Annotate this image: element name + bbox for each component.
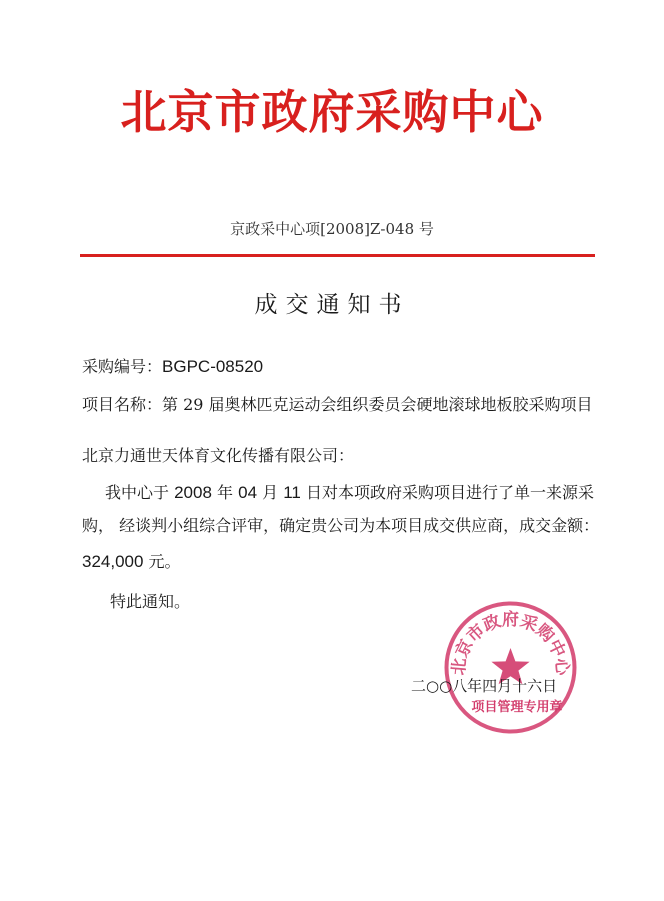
recipient: 北京力通世天体育文化传播有限公司： — [82, 446, 355, 465]
body-month: 04 — [238, 483, 258, 502]
body-prefix: 我中心于 — [105, 483, 175, 502]
body-month-unit: 月 — [257, 483, 284, 502]
organization-title: 北京市政府采购中心 — [120, 85, 544, 139]
procurement-code-line — [82, 356, 263, 378]
procurement-code-label: 采购编号： — [82, 357, 163, 376]
body-line-2: 购， 经谈判小组综合评审，确定贵公司为本项目成交供应商，成交金额： — [82, 516, 600, 535]
project-name-value: 第 29 届奥林匹克运动会组织委员会硬地滚球地板胶采购项目 — [162, 395, 593, 414]
body-suffix: 日对本项政府采购项目进行了单一来源采 — [300, 483, 594, 502]
body-line-1 — [105, 482, 594, 504]
issue-date: 二○○八年四月十六日 — [411, 677, 558, 695]
procurement-code-value: BGPC-08520 — [162, 357, 264, 376]
project-name-line — [82, 394, 593, 416]
body-year: 2008 — [174, 483, 212, 502]
header-divider — [80, 254, 595, 257]
notice-title: 成交通知书 — [254, 292, 410, 318]
body-year-unit: 年 — [211, 483, 239, 502]
seal-ring-path: 北京市政府采购中心 — [448, 610, 573, 677]
award-amount-unit: 元。 — [143, 552, 181, 571]
body-day: 11 — [283, 483, 301, 502]
document-number: 京政采中心项[2008]Z-048 号 — [230, 220, 434, 238]
seal-caption: 项目管理专用章 — [471, 700, 563, 715]
closing-text: 特此通知。 — [110, 592, 191, 611]
body-line-3 — [82, 551, 181, 573]
project-name-label: 项目名称： — [82, 395, 163, 414]
award-amount: 324,000 — [82, 552, 144, 571]
